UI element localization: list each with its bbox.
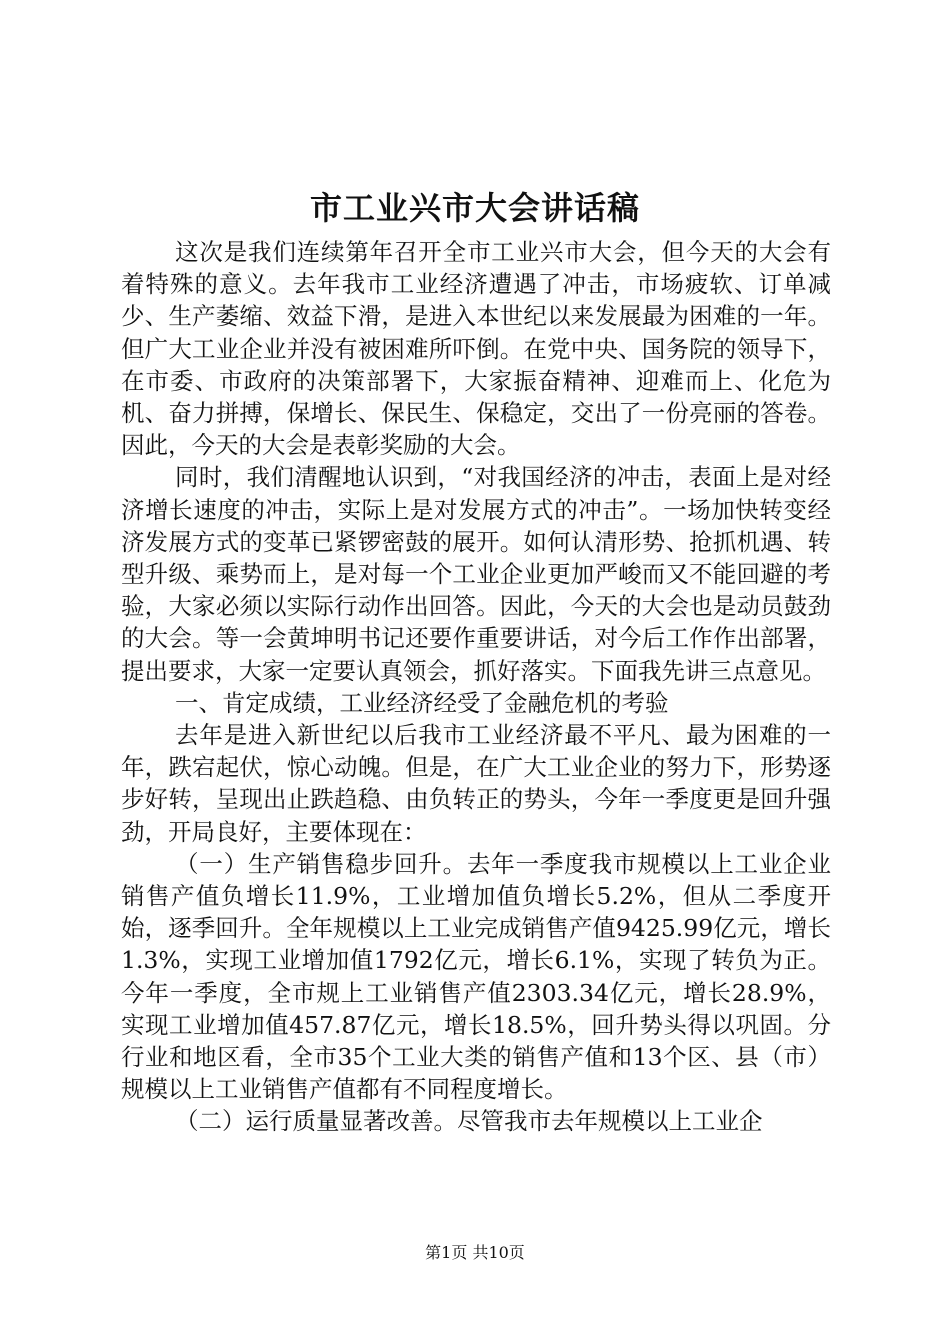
section-heading-1: 一、肯定成绩，工业经济经受了金融危机的考验 [175, 688, 669, 717]
document-body [121, 236, 831, 1138]
paragraph-recognition: 同时，我们清醒地认识到，“对我国经济的冲击，表面上是对经济增长速度的冲击，实际上是对发展方式的冲击”。一场加快转变经济发展方式的变革已紧锣密鼓的展开。如何认清形势、抢抓机遇、转型升级、乘势而上，是对每一个工业企业更加严峻而又不能回避的考验，大家必须以实际行动作出回答。因此，今天的大会也是动员鼓劲的大会。等一会黄坤明书记还要作重要讲话，对今后工作作出部署，提出要求，大家一定要认真领会，抓好落实。下面我先讲三点意见。 [121, 463, 831, 685]
page-footer: 第1页 共10页 [425, 1243, 525, 1262]
paragraph-overview: 去年是进入新世纪以后我市工业经济最不平凡、最为困难的一年，跌宕起伏，惊心动魄。但是，在广大工业企业的努力下，形势逐步好转，呈现出止跌趋稳、由负转正的势头，今年一季度更是回升强劲，开局良好，主要体现在： [121, 721, 831, 846]
paragraph-operation-quality: （二）运行质量显著改善。尽管我市去年规模以上工业企 [175, 1107, 763, 1136]
paragraph-intro: 这次是我们连续第年召开全市工业兴市大会，但今天的大会有着特殊的意义。去年我市工业经济遭遇了冲击，市场疲软、订单减少、生产萎缩、效益下滑，是进入本世纪以来发展最为困难的一年。但广大工业企业并没有被困难所吓倒。在党中央、国务院的领导下，在市委、市政府的决策部署下，大家振奋精神、迎难而上、化危为机、奋力拼搏，保增长、保民生、保稳定，交出了一份亮丽的答卷。因此，今天的大会是表彰奖励的大会。 [121, 238, 831, 460]
document-title: 市工业兴市大会讲话稿 [309, 189, 640, 227]
paragraph-production-sales: （一）生产销售稳步回升。去年一季度我市规模以上工业企业销售产值负增长11.9%，工业增加值负增长5.2%，但从二季度开始，逐季回升。全年规模以上工业完成销售产值9425.99亿元，增长1.3%，实现工业增加值1792亿元，增长6.1%，实现了转负为正。今年一季度，全市规上工业销售产值2303.34亿元，增长28.9%，实现工业增加值457.87亿元，增长18.5%，回升势头得以巩固。分行业和地区看，全市35个工业大类的销售产值和13个区、县（市）规模以上工业销售产值都有不同程度增长。 [121, 849, 831, 1104]
